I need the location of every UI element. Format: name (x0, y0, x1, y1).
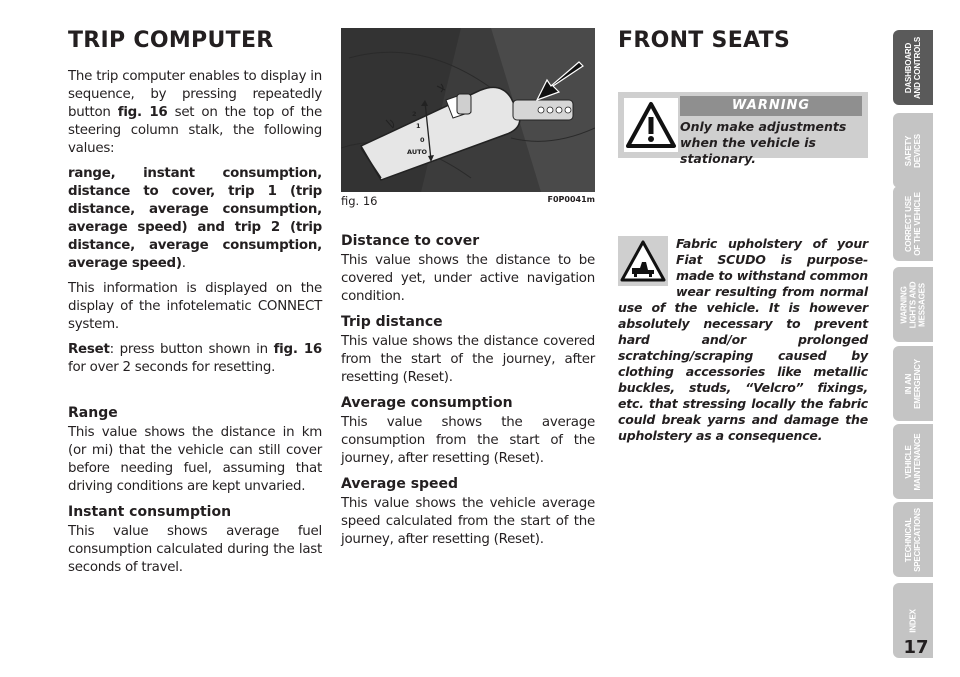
reset-paragraph: Reset: press button shown in fig. 16 for over 2 seconds for resetting. (68, 342, 322, 375)
warning-box (618, 92, 868, 166)
fabric-note (618, 236, 868, 444)
values-list-paragraph: range, instant consumption, distance to cover, trip 1 (trip distance, average consumption, average speed) and trip 2 (trip distance, average consumption, average speed). (68, 166, 322, 271)
warning-triangle-icon (624, 98, 678, 152)
instant-consumption-paragraph: This value shows average fuel consumption calculated during the last seconds of travel. (68, 524, 322, 575)
trip-computer-title: TRIP COMPUTER (68, 28, 274, 53)
stalk-mark-0: 0 (420, 136, 425, 144)
stalk-mark-auto: AUTO (407, 148, 428, 156)
instant-consumption-heading: Instant consumption (68, 504, 232, 520)
average-consumption-paragraph: This value shows the average consumption from the start of the journey, after resetting (Reset). (341, 415, 595, 466)
display-info-paragraph: This information is displayed on the display of the infotelematic CONNECT system. (68, 281, 322, 332)
fig-reference: fig. 16 (273, 342, 322, 357)
front-seats-column (618, 28, 868, 68)
steering-stalk-figure (341, 28, 595, 192)
tab-label: WARNING LIGHTS AND MESSAGES (899, 281, 927, 328)
seat-care-icon (618, 236, 668, 286)
trip-values-column (341, 228, 595, 556)
tab-label: INDEX (908, 608, 918, 633)
warning-label: WARNING (680, 96, 862, 116)
tab-label: SAFETY DEVICES (904, 133, 922, 168)
figure-code: F0P0041m (547, 195, 595, 204)
tab-label: VEHICLE MAINTENANCE (904, 433, 922, 490)
intro-paragraph: The trip computer enables to display in sequence, by pressing repeatedly button fig. 16 set on the top of the steering column stalk, the following values: (68, 69, 322, 156)
trip-computer-column (68, 28, 322, 584)
tab-dashboard-and-controls[interactable] (893, 30, 933, 105)
warning-text: Only make adjustments when the vehicle is stationary. (680, 119, 847, 166)
stalk-mark-1: 1 (416, 122, 421, 130)
stalk-illustration (341, 28, 595, 192)
figure-caption (341, 194, 595, 208)
average-speed-paragraph: This value shows the vehicle average speed calculated from the start of the journey, after resetting (Reset). (341, 496, 595, 547)
tab-label: CORRECT USE OF THE VEHICLE (904, 191, 922, 256)
tab-vehicle-maintenance[interactable] (893, 424, 933, 499)
range-heading: Range (68, 405, 118, 421)
average-consumption-heading: Average consumption (341, 395, 513, 411)
average-speed-heading: Average speed (341, 476, 459, 492)
trip-distance-paragraph: This value shows the distance covered from the start of the journey, after resetting (Reset). (341, 334, 595, 385)
front-seats-title: FRONT SEATS (618, 28, 791, 53)
page-number: 17 (903, 637, 929, 658)
stalk-mark-2: 2 (412, 110, 417, 118)
tab-safety-devices[interactable] (893, 113, 933, 188)
trip-distance-heading: Trip distance (341, 314, 443, 330)
tab-label: IN AN EMERGENCY (904, 358, 922, 409)
tab-label: TECHNICAL SPECIFICATIONS (904, 507, 922, 572)
tab-label: DASHBOARD AND CONTROLS (904, 36, 922, 99)
distance-to-cover-paragraph: This value shows the distance to be covered yet, under active navigation condition. (341, 253, 595, 304)
tab-in-an-emergency[interactable] (893, 346, 933, 421)
fig-reference: fig. 16 (117, 105, 168, 120)
tab-warning-lights-and[interactable] (893, 267, 933, 342)
distance-to-cover-heading: Distance to cover (341, 233, 480, 249)
fabric-text: Fabric upholstery of your Fiat SCUDO is purpose-made to withstand common wear resulting from normal use of the vehicle. It is however absolutely necessary to prevent hard and/or prolonged scratching/scraping caused by clothing accessories like metallic buckles, studs, “Velcro” fixings, etc. that stressing locally the fabric could break yarns and damage the upholstery as a consequence. (618, 236, 868, 443)
range-paragraph: This value shows the distance in km (or mi) that the vehicle can still cover before needing fuel, assuming that driving conditions are kept unvaried. (68, 425, 322, 494)
figure-label: fig. 16 (341, 194, 378, 208)
tab-technical-specifications[interactable] (893, 502, 933, 577)
tab-correct-use-of-the-vehicle[interactable] (893, 186, 933, 261)
